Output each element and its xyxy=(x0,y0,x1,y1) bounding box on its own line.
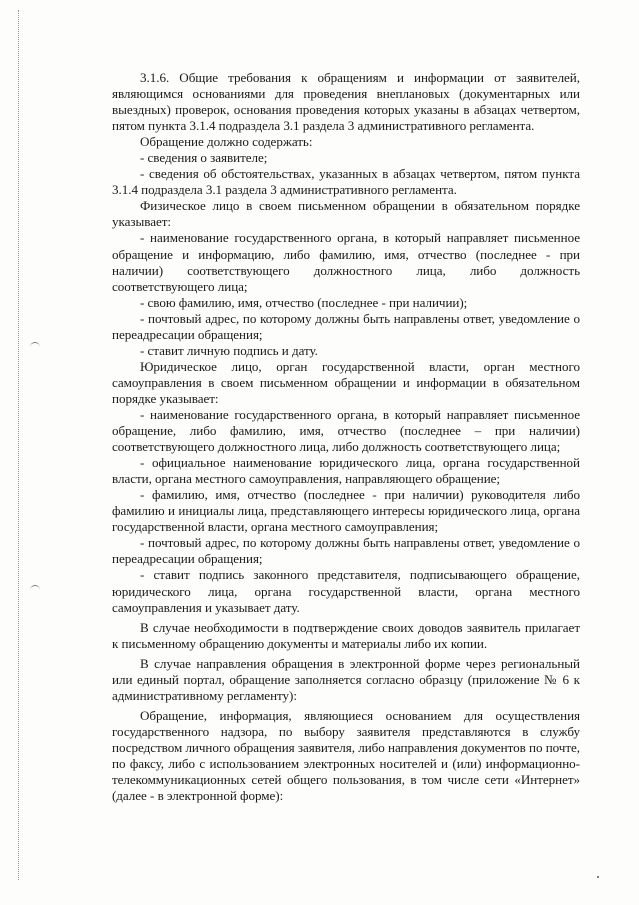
list-item-postal-address: - почтовый адрес, по которому должны быть направлены ответ, уведомление о переадресации обращения; xyxy=(112,310,580,342)
list-item-official-name: - официальное наименование юридического лица, органа государственной власти, органа местного самоуправления, направляющего обращение; xyxy=(112,455,580,487)
paragraph-submission-methods: Обращение, информация, являющиеся основанием для осуществления государственного надзора, по выбору заявителя представляются в службу посредством личного обращения заявителя, либо направления документов по почте, по факсу, либо с использованием электронных носителей и (или) информационно-телекоммуникационных сетей общего пользования, в том числе сети «Интернет» (далее - в электронной форме): xyxy=(112,707,580,804)
paragraph-electronic-form: В случае направления обращения в электронной форме через региональный или единый портал, обращение заполняется согласно образцу (приложение № 6 к административному регламенту): xyxy=(112,655,580,703)
paragraph-request-must-contain: Обращение должно содержать: xyxy=(140,134,313,150)
list-item-authority-name-legal: - наименование государственного органа, в который направляет письменное обращение, либо фамилию, имя, отчество (последнее – при наличии) соответствующего должностного лица, либо должность соответствующего лица; xyxy=(112,406,580,455)
paragraph-section-3-1-6: 3.1.6. Общие требования к обращениям и информации от заявителей, являющимся основаниями для проведения внеплановых (документарных или выездных) проверок, основания проведения которых указаны в абзацах четвертом, пятом пункта 3.1.4 подраздела 3.1 раздела 3 административного регламента. xyxy=(112,70,580,134)
paragraph-legal-entity-indicates: Юридическое лицо, орган государственной власти, орган местного самоуправления в своем письменном обращении и информации в обязательном порядке указывает: xyxy=(112,358,580,406)
list-item-own-name: - свою фамилию, имя, отчество (последнее - при наличии); xyxy=(140,294,468,310)
scan-artifact-mark xyxy=(30,342,40,349)
list-item-authority-name: - наименование государственного органа, в который направляет письменное обращение и информацию, либо фамилию, имя, отчество (последнее - при наличии) соответствующего должностного лица, либо должность соответствующего лица; xyxy=(112,230,580,294)
list-item-applicant-info: - сведения о заявителе; xyxy=(140,150,268,166)
scan-artifact-mark xyxy=(30,585,40,592)
scan-speck xyxy=(597,876,599,878)
document-body xyxy=(112,70,580,804)
list-item-representative-signature: - ставит подпись законного представителя, подписывающего обращение, юридического лица, органа государственной власти, органа местного самоуправления и указывает дату. xyxy=(112,567,580,615)
list-item-signature-date: - ставит личную подпись и дату. xyxy=(140,342,318,358)
list-item-head-name: - фамилию, имя, отчество (последнее - при наличии) руководителя либо фамилию и инициалы лица, представляющего интересы юридического лица, органа государственной власти, органа местного самоуправления; xyxy=(112,487,580,535)
list-item-postal-address-legal: - почтовый адрес, по которому должны быть направлены ответ, уведомление о переадресации обращения; xyxy=(112,535,580,567)
list-item-circumstances: - сведения об обстоятельствах, указанных в абзацах четвертом, пятом пункта 3.1.4 подраздела 3.1 раздела 3 административного регламента. xyxy=(112,166,580,198)
paragraph-individual-indicates: Физическое лицо в своем письменном обращении в обязательном порядке указывает: xyxy=(112,198,580,230)
paragraph-attachments: В случае необходимости в подтверждение своих доводов заявитель прилагает к письменному обращению документы и материалы либо их копии. xyxy=(112,619,580,651)
binding-margin-line xyxy=(18,10,19,880)
